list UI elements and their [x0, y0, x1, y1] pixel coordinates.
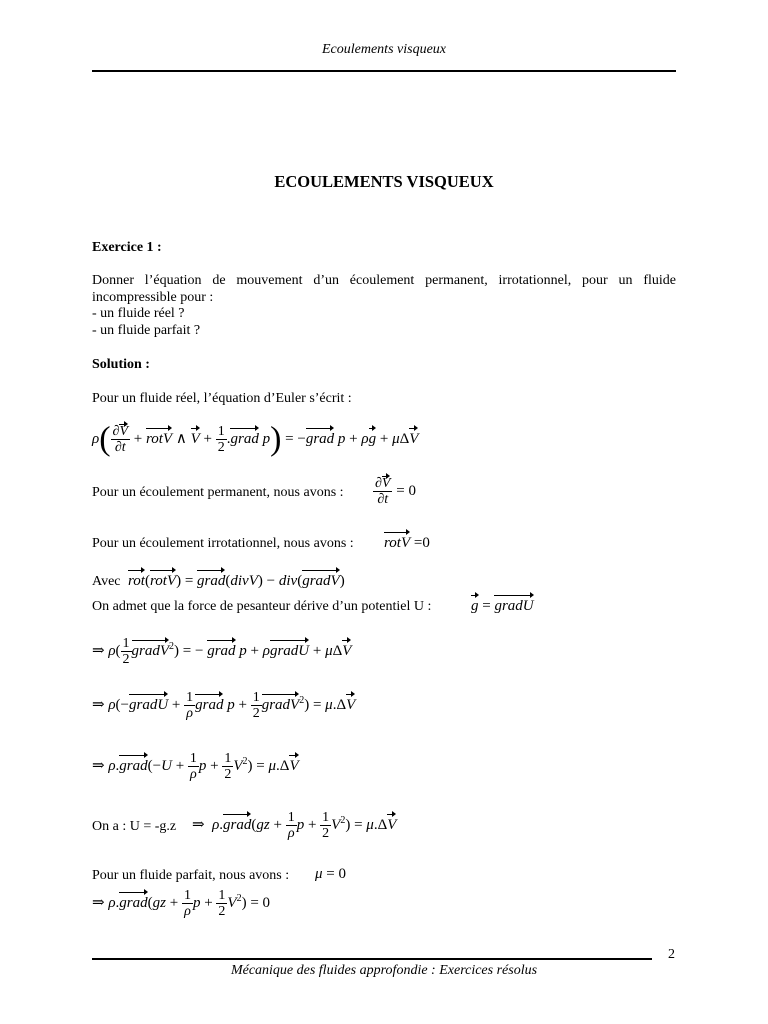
exercise-bullet-perfect: - un fluide parfait ?	[92, 323, 201, 338]
equation-step-3: ⇒ ρ.grad(−U + $\frac{1}{\rho}$ p + $\frac{1}{2}$ $V^2) = \mu.\Delta V$	[92, 751, 299, 782]
perfect-fluid-statement: Pour un fluide parfait, nous avons :	[92, 868, 290, 883]
equation-vector-identity: rot(rotV) = grad(divV) − div(gradV)	[128, 570, 345, 590]
equation-viscosity-zero: μ = 0	[315, 866, 346, 882]
header-rule	[92, 70, 676, 72]
exercise-heading: Exercice 1 :	[92, 240, 162, 255]
equation-step-4: ⇒ ρ.grad(gz + $\frac{1}{\rho}$ p + $\frac{1}{2}$ $V^2) = \mu.\Delta V$	[192, 810, 397, 841]
running-header: Ecoulements visqueux	[321, 42, 446, 57]
irrotational-statement: Pour un écoulement irrotationnel, nous avons :	[92, 536, 354, 551]
page-number: 2	[668, 947, 675, 962]
solution-heading: Solution :	[92, 357, 150, 372]
gravity-statement: On admet que la force de pesanteur dérive d’un potentiel U :	[92, 599, 432, 614]
equation-irrotational: rotV =0	[384, 532, 430, 552]
exercise-bullet-real: - un fluide réel ?	[92, 306, 185, 321]
euler-intro: Pour un fluide réel, l’équation d’Euler s’écrit :	[92, 391, 352, 406]
equation-steady: $\frac{\partial V}{\partial t}$ = 0	[375, 476, 416, 507]
page-title: ECOULEMENTS VISQUEUX	[274, 172, 494, 191]
footer-rule	[92, 958, 652, 960]
equation-final: ⇒ ρ.grad(gz + $\frac{1}{\rho}$ p + $\frac{1}{2}$ $V^2) = 0$	[92, 888, 271, 919]
footer-book-title: Mécanique des fluides approfondie : Exercices résolus	[230, 963, 538, 978]
exercise-statement-line1: Donner l’équation de mouvement d’un écoulement permanent, irrotationnel, pour un fluide	[92, 273, 676, 288]
exercise-statement-line2: incompressible pour :	[92, 290, 214, 305]
avec-label: Avec	[92, 574, 121, 589]
equation-step-1: ⇒ ρ( $\frac{1}{2}$ gradV$^2$) = − grad p + ρgradU + μΔV	[92, 636, 352, 667]
equation-euler: ρ( $\frac{\partial V}{\partial t}$ + rotV ∧ V + $\frac{1}{2}$ .grad p) = −grad p + ρg + μΔV	[92, 420, 419, 458]
equation-step-2: ⇒ ρ(−gradU + $\frac{1}{\rho}$ grad p + $\frac{1}{2}$ gradV$^2$) = μ.ΔV	[92, 690, 356, 721]
equation-gravity-potential: g = gradU	[471, 595, 534, 615]
potential-statement: On a : U = -g.z	[92, 819, 177, 834]
permanent-statement: Pour un écoulement permanent, nous avons :	[92, 485, 344, 500]
